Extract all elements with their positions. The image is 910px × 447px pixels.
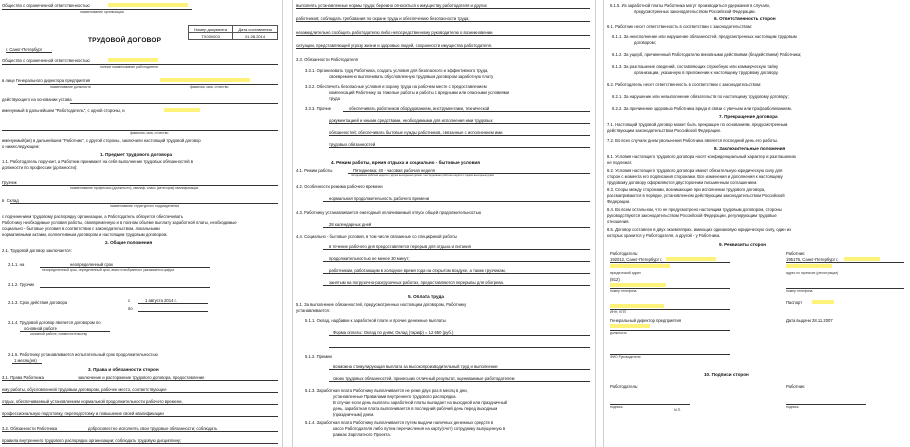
para-text-2: Работнику необходимые условия работы, своевременную и в полном объёме выплату заработной платы, необходимые	[2, 220, 237, 225]
contract-term: неопределенный срок	[70, 262, 113, 267]
clause-8-4c: отношения.	[607, 219, 630, 224]
city: г. Санкт-Петербург	[6, 47, 43, 52]
phone-label-employer: номер телефона	[610, 289, 637, 293]
phone-label-employee: номер телефона	[786, 289, 813, 293]
clause-4-4: 4.4. Социально - бытовые условия, в том числе связанные со спецификой работы	[296, 234, 457, 239]
doc-number: ТХ000003	[189, 33, 233, 40]
section-3-title: 3. Права и обязанности сторон	[88, 367, 159, 372]
employer-other-duties-d: трудовых обязанностей	[329, 142, 376, 147]
clause-6-2: 6.2. Работодатель несет ответственность в соответствии с законодательством:	[607, 82, 762, 87]
redacted-worker-name	[164, 108, 200, 112]
vacation: 28 календарных дней	[329, 222, 372, 227]
clause-8-2b: сторон с момента его подписания сторонами. Все изменения и дополнения к настоящему	[607, 174, 783, 179]
department: Склад	[6, 198, 19, 203]
section-4-title: 4. Режим работы, время отдыха и социально - бытовые условия	[331, 160, 480, 165]
registration-address-label: адрес по прописке (регистрации)	[786, 271, 839, 275]
employer-sign-label: Работодатель:	[610, 384, 639, 389]
clause-3-3-1b: своевременно выплачивать обусловленную трудовым договором заработную плату	[329, 74, 494, 79]
director-position: Генеральный директор предприятия	[610, 318, 682, 323]
section-6-title: 6. Ответственность сторон	[714, 16, 776, 21]
phone-code: (812)	[610, 277, 620, 282]
clause-5-1b: устанавливается:	[296, 308, 330, 313]
table-header-number: Номер документа	[189, 26, 233, 33]
employer-signature-label: подпись	[610, 405, 623, 409]
section-7-title: 7. Прекращение договора	[719, 114, 778, 119]
para-text-3: социально - бытовые условия в соответствии с законодательством, локальными	[2, 226, 160, 231]
clause-8-3b: рассматриваются в порядке, установленном действующим законодательством Российской	[607, 193, 785, 198]
employer-other-duties-c: обязанностей; обеспечивать бытовые нужды работников, связанные с исполнением ими	[329, 130, 503, 135]
clause-8-3a: 8.3. Споры между сторонами, возникающие при исполнении трудового договора,	[607, 187, 766, 192]
clause-5-1-3a: 5.1.3. Заработная плата Работнику выплачивается не реже двух раз в месяц в дни,	[305, 388, 468, 393]
table-header-date: Дата составления	[233, 26, 278, 33]
clause-6-1-1a: 6.1.1. За неисполнение или нарушение обязанностей, предусмотренных настоящим трудовым	[612, 34, 797, 39]
clause-3-3-1a: 3.3.1. Организовать труд Работника, создать условия для безопасного и эффективного труда,	[305, 68, 489, 73]
clause-6-1-2: 6.1.2. За ущерб, причиненный Работодателю виновными действиями (бездействием) Работника;	[612, 52, 802, 57]
worker-duties: добросовестно исполнять свои трудовые обязанности; соблюдать	[88, 426, 218, 431]
social-c: работникам, работающим в холодное время года на открытом воздухе, а также грузчикам,	[329, 268, 506, 273]
clause-2-1: 2.1. Трудовой договор заключается:	[2, 248, 72, 253]
department-hint: наименование структурного подразделения	[110, 204, 180, 208]
duties-line-3: незамедлительно сообщить работодателю либо непосредственному руководителю о возникновении	[296, 30, 493, 35]
clause-6-2-1: 6.2.1. За нарушение или невыполнение обязательств по настоящему трудовому договору;	[612, 94, 789, 99]
in-label: в	[2, 198, 5, 203]
employee-label: Работник:	[786, 251, 806, 256]
clause-2-1-5: 2.1.5. Работнику устанавливается испытательный срок продолжительностью	[8, 352, 158, 357]
stamp-place: М.П.	[674, 408, 682, 412]
redacted-org-name-2	[108, 58, 158, 62]
redacted-director-name	[160, 78, 250, 82]
employer-address: 192012, Санкт-Петербург г,	[610, 257, 663, 262]
employee-address: 195176, Санкт-Петербург г,	[786, 257, 839, 262]
redacted-passport	[812, 300, 834, 304]
org-hint-2: полное наименование работодателя	[100, 65, 158, 69]
section-8-title: 8. Заключительные положения	[714, 146, 786, 151]
clause-1-1: 1.1. Работодатель поручает, а Работник принимает на себя выполнение трудовых обязанностей в	[2, 159, 194, 164]
clause-7-2: 7.2. Во всех случаях днем увольнения Работника является последний день его работы.	[607, 138, 779, 143]
bonus-b: своих трудовых обязанностей, принесших отличный результат, оцениваемые работодателем	[333, 376, 515, 381]
term-hint: неопределенный срок, определенный срок, вместо выбранного указывается цифра	[42, 268, 175, 272]
employee-signature-label: подпись	[786, 405, 799, 409]
duties-line-2: работников; соблюдать требования по охране труда и обеспечению безопасности труда;	[296, 16, 470, 21]
clause-8-2c: трудовому договору оформляются двусторонним письменным соглашением.	[607, 180, 758, 185]
duties-line-1: выполнять установленные нормы труда; бережно относиться к имуществу работодателя и других	[296, 3, 487, 8]
clause-3-3-2c: труда	[329, 96, 340, 101]
worker-rights-c: отдых, обеспечиваемый установлением нормальной продолжительности рабочего времени,	[2, 399, 183, 404]
org-hint: наименование организации	[80, 10, 124, 14]
profession-hint: наименование профессии (должности), квалиф. класс (категория) квалификации	[70, 186, 199, 190]
head-fio-label: ФИО Руководителя	[610, 355, 641, 359]
face-value: Генерального директора предприятия	[16, 78, 91, 83]
redacted-employee-address	[844, 257, 880, 261]
legal-address-label: юридический адрес	[610, 271, 642, 275]
clause-5-1-3c: В случае если день выплаты заработной платы выпадает на выходной или праздничный	[333, 400, 508, 405]
clause-2-1-4: 2.1.4. Трудовой договор является договором по	[8, 320, 101, 325]
contract-page-3	[603, 0, 910, 447]
clause-5-1-4b: кассе Работодателя либо путем перечисления на карту(счет) сотруднику выпущенную в	[333, 426, 506, 431]
worker-rights: заключение и расторжение трудового договора, предоставление	[78, 375, 205, 380]
clause-8-5b: которых хранится у Работодателя, а другой - у Работника.	[607, 233, 721, 238]
social-d: занятым на погрузочно-разгрузочных работах, предоставляются перерывы для обогрева.	[329, 280, 505, 285]
clause-6-1-3b: организации, указанную в приложении к настоящему трудовому договору.	[634, 70, 779, 75]
clause-8-1a: 8.1. Условия настоящего трудового договора носят конфиденциальный характер и разглашению	[607, 154, 796, 159]
worker-rights-d: профессиональную подготовку, переподготовку и повышение своей квалификации	[2, 411, 164, 416]
clause-5-1-3e: (праздничным) днем.	[333, 412, 375, 417]
redacted-employer-line	[610, 264, 670, 268]
employer-label: Работодатель:	[610, 251, 639, 256]
org-line-2: Общество с ограниченной ответственностью	[2, 58, 90, 63]
start-date: 1 августа 2014 г.	[145, 298, 177, 303]
basis: действующего на основании устава	[2, 97, 72, 102]
doc-number-table	[188, 25, 278, 40]
probation-period: 1 месяц(ев)	[14, 358, 37, 363]
work-time-feature: нормальная продолжительность рабочего времени	[329, 196, 430, 201]
clause-8-5a: 8.5. Договор составлен в двух экземплярах, имеющих одинаковую юридическую силу, один из	[607, 227, 791, 232]
document-title: ТРУДОВОЙ ДОГОВОР	[88, 37, 162, 44]
clause-2-1-2: 2.1.2. Грузчик	[8, 282, 35, 287]
redacted-org-name	[108, 3, 188, 7]
para-text-1: с подчинением трудовому распорядку организации, а Работодатель обязуется обеспечивать	[2, 214, 183, 219]
clause-8-1b: не подлежат.	[607, 160, 633, 165]
clause-3-3: 3.3. Обязанности Работодателя	[296, 57, 358, 62]
clause-6-1-1b: договором;	[634, 40, 656, 45]
clause-7-1b: действующим законодательством Российской Федерации.	[607, 128, 721, 133]
social-b: продолжительностью не менее 30 минут;	[329, 256, 410, 261]
worker-called: именуемый(ая) в дальнейшем "Работник", с другой стороны, заключили настоящий трудовой договор	[2, 138, 201, 143]
doc-date: 01.08.2014	[233, 33, 278, 40]
clause-4-3: 4.3. Работнику устанавливается ежегодный оплачиваемый отпуск общей продолжительностью	[296, 210, 482, 215]
clause-8-2a: 8.2. Условия настоящего трудового договора имеют обязательную юридическую силу для	[607, 168, 783, 173]
redacted-phone	[610, 283, 666, 287]
clause-5-1: 5.1. За выполнение обязанностей, предусмотренных настоящим договором, Работнику	[296, 302, 467, 307]
clause-5-1-4c: рамках Зарплатного Проекта.	[333, 432, 391, 437]
clause-2-1-3: 2.1.3. Срок действия договора	[8, 300, 68, 305]
clause-7-1a: 7.1. Настоящий трудовой договор может быть прекращен по основаниям, предусмотренным	[607, 122, 788, 127]
issue-date: Дата выдачи 28.11.2007	[786, 318, 833, 323]
contract-page-2	[292, 0, 596, 447]
clause-3-3-3: 3.3.3. Прочие	[305, 106, 332, 111]
employer-other-duties-b: документацией и иными средствами, необходимыми для исполнения ими трудовых	[329, 118, 493, 123]
redacted-employee-line	[786, 264, 832, 268]
clause-4-1: 4.1. Режим работы	[296, 168, 333, 173]
clause-8-3c: Федерации.	[607, 199, 631, 204]
work-mode: Пятидневка; 40 - часовая рабочая неделя	[353, 168, 435, 173]
clause-2-1-1: 2.1.1. на	[8, 262, 25, 267]
clause-3-3-2b: компенсаций Работнику за тяжелые работы и работы с вредными или опасными условиями	[329, 90, 509, 95]
worker-rights-b: ему работы, обусловленной трудовым договором, рабочее место, соответствующее	[2, 387, 167, 392]
clause-6-1-3a: 6.1.3. За разглашение сведений, составляющих служебную или коммерческую тайну	[612, 64, 779, 69]
section-9-title: 9. Реквизиты сторон	[719, 242, 767, 247]
profession: Грузчик	[2, 180, 17, 185]
clause-5-1-3b: установленные Правилами внутреннего трудового распорядка.	[333, 394, 457, 399]
main-work: основной работе	[24, 326, 57, 331]
bonus-a: возможна стимулирующая выплата за высокопроизводительный труд и выполнение	[333, 364, 498, 369]
clause-6-2-2: 6.2.2. За причинение здоровью Работника вреда в связи с увечьем или профзаболеванием.	[612, 106, 792, 111]
clause-5-1-5b: предусмотренных законодательством Российской Федерации.	[634, 9, 756, 14]
clause-8-4a: 8.4. Во всем остальном, что не предусмотрено настоящим трудовым договором, стороны	[607, 207, 782, 212]
worker-duties-b: правила внутреннего трудового распорядка организации; соблюдать трудовую дисциплину;	[2, 438, 182, 443]
clause-6-1: 6.1. Работник несет ответственность в соответствии с законодательством:	[607, 24, 753, 29]
redacted-inn	[610, 304, 664, 308]
social-a: в течение рабочего дня предоставляется перерыв для отдыха и питания	[329, 244, 471, 249]
clause-3-3-2a: 3.3.2. Обеспечить безопасные условия и охрану труда на рабочем месте с предоставлением	[305, 84, 487, 89]
director-position-hint: должность	[610, 331, 627, 335]
clause-5-1-3d: день, заработная плата выплачивается в последний рабочий день перед выходным	[333, 406, 498, 411]
fio-hint: фамилия, имя, отчество	[130, 131, 169, 135]
clause-5-1-2: 5.1.2. Премии	[305, 354, 332, 359]
clause-5-1-5a: 5.1.5. Из заработной платы Работника могут производиться удержания в случаях,	[610, 3, 771, 8]
passport-label: Паспорт	[786, 300, 803, 305]
section-5-title: 5. Оплата труда	[408, 294, 444, 299]
face-prefix: в лице	[2, 78, 15, 83]
redacted-director	[610, 324, 650, 328]
main-work-hint: основной работе, совместительству	[30, 332, 87, 336]
inn-label: ИНН, КПП	[610, 310, 627, 314]
employer-other-duties: обеспечивать работников оборудованием, инструментами, технической	[349, 106, 490, 111]
clause-4-2: 4.2. Особенности режима рабочего времени	[296, 184, 383, 189]
worker-called-2: о нижеследующем:	[2, 144, 40, 149]
clause-5-1-4a: 5.1.4. Заработная плата Работнику выплачивается путем выдачи наличных денежных средств в	[305, 420, 494, 425]
section-2-title: 2. Общие положения	[105, 240, 153, 245]
redacted-employer-address	[666, 257, 716, 261]
employer-called: именуемый в дальнейшем "Работодатель", с одной стороны, и	[2, 108, 125, 113]
face-hint-position: наименование должности	[50, 85, 91, 89]
section-10-title: 10. Подписи сторон	[704, 372, 749, 377]
clause-1-1b: должности по профессии (должности):	[2, 165, 78, 170]
to-label: по	[128, 306, 133, 311]
work-mode-hint: пятидневная рабочая неделя с двумя выходными днями, шестидневная рабочая неделя с одним выходным днём	[351, 174, 494, 177]
employee-sign-label: Работник:	[786, 384, 806, 389]
from-label: с	[128, 298, 131, 303]
pay-form: Форма оплаты: Оклад по дням; Оклад (тариф) = 12 650 (руб.)	[333, 330, 454, 335]
clause-3-2: 3.2. Обязанности Работника	[2, 426, 58, 431]
para-text-4: нормативными актами, коллективным договором и настоящим трудовым договором.	[2, 232, 168, 237]
clause-8-4b: руководствуются законодательством Российской Федерации, регулирующим трудовые	[607, 213, 777, 218]
contract-page-1	[0, 0, 283, 447]
duties-line-4: ситуации, представляющей угрозу жизни и здоровью людей, сохранности имущества работодателя.	[296, 43, 493, 48]
face-hint-fio: фамилия, имя, отчество	[190, 85, 229, 89]
section-1-title: 1. Предмет трудового договора	[100, 152, 173, 157]
clause-3-1: 3.1. Права Работника	[2, 375, 44, 380]
clause-5-1-1: 5.1.1. Оклад, надбавки к заработной плате и прочие денежные выплаты	[305, 318, 446, 323]
org-prefix: Общество с ограниченной ответственностью	[2, 3, 90, 8]
